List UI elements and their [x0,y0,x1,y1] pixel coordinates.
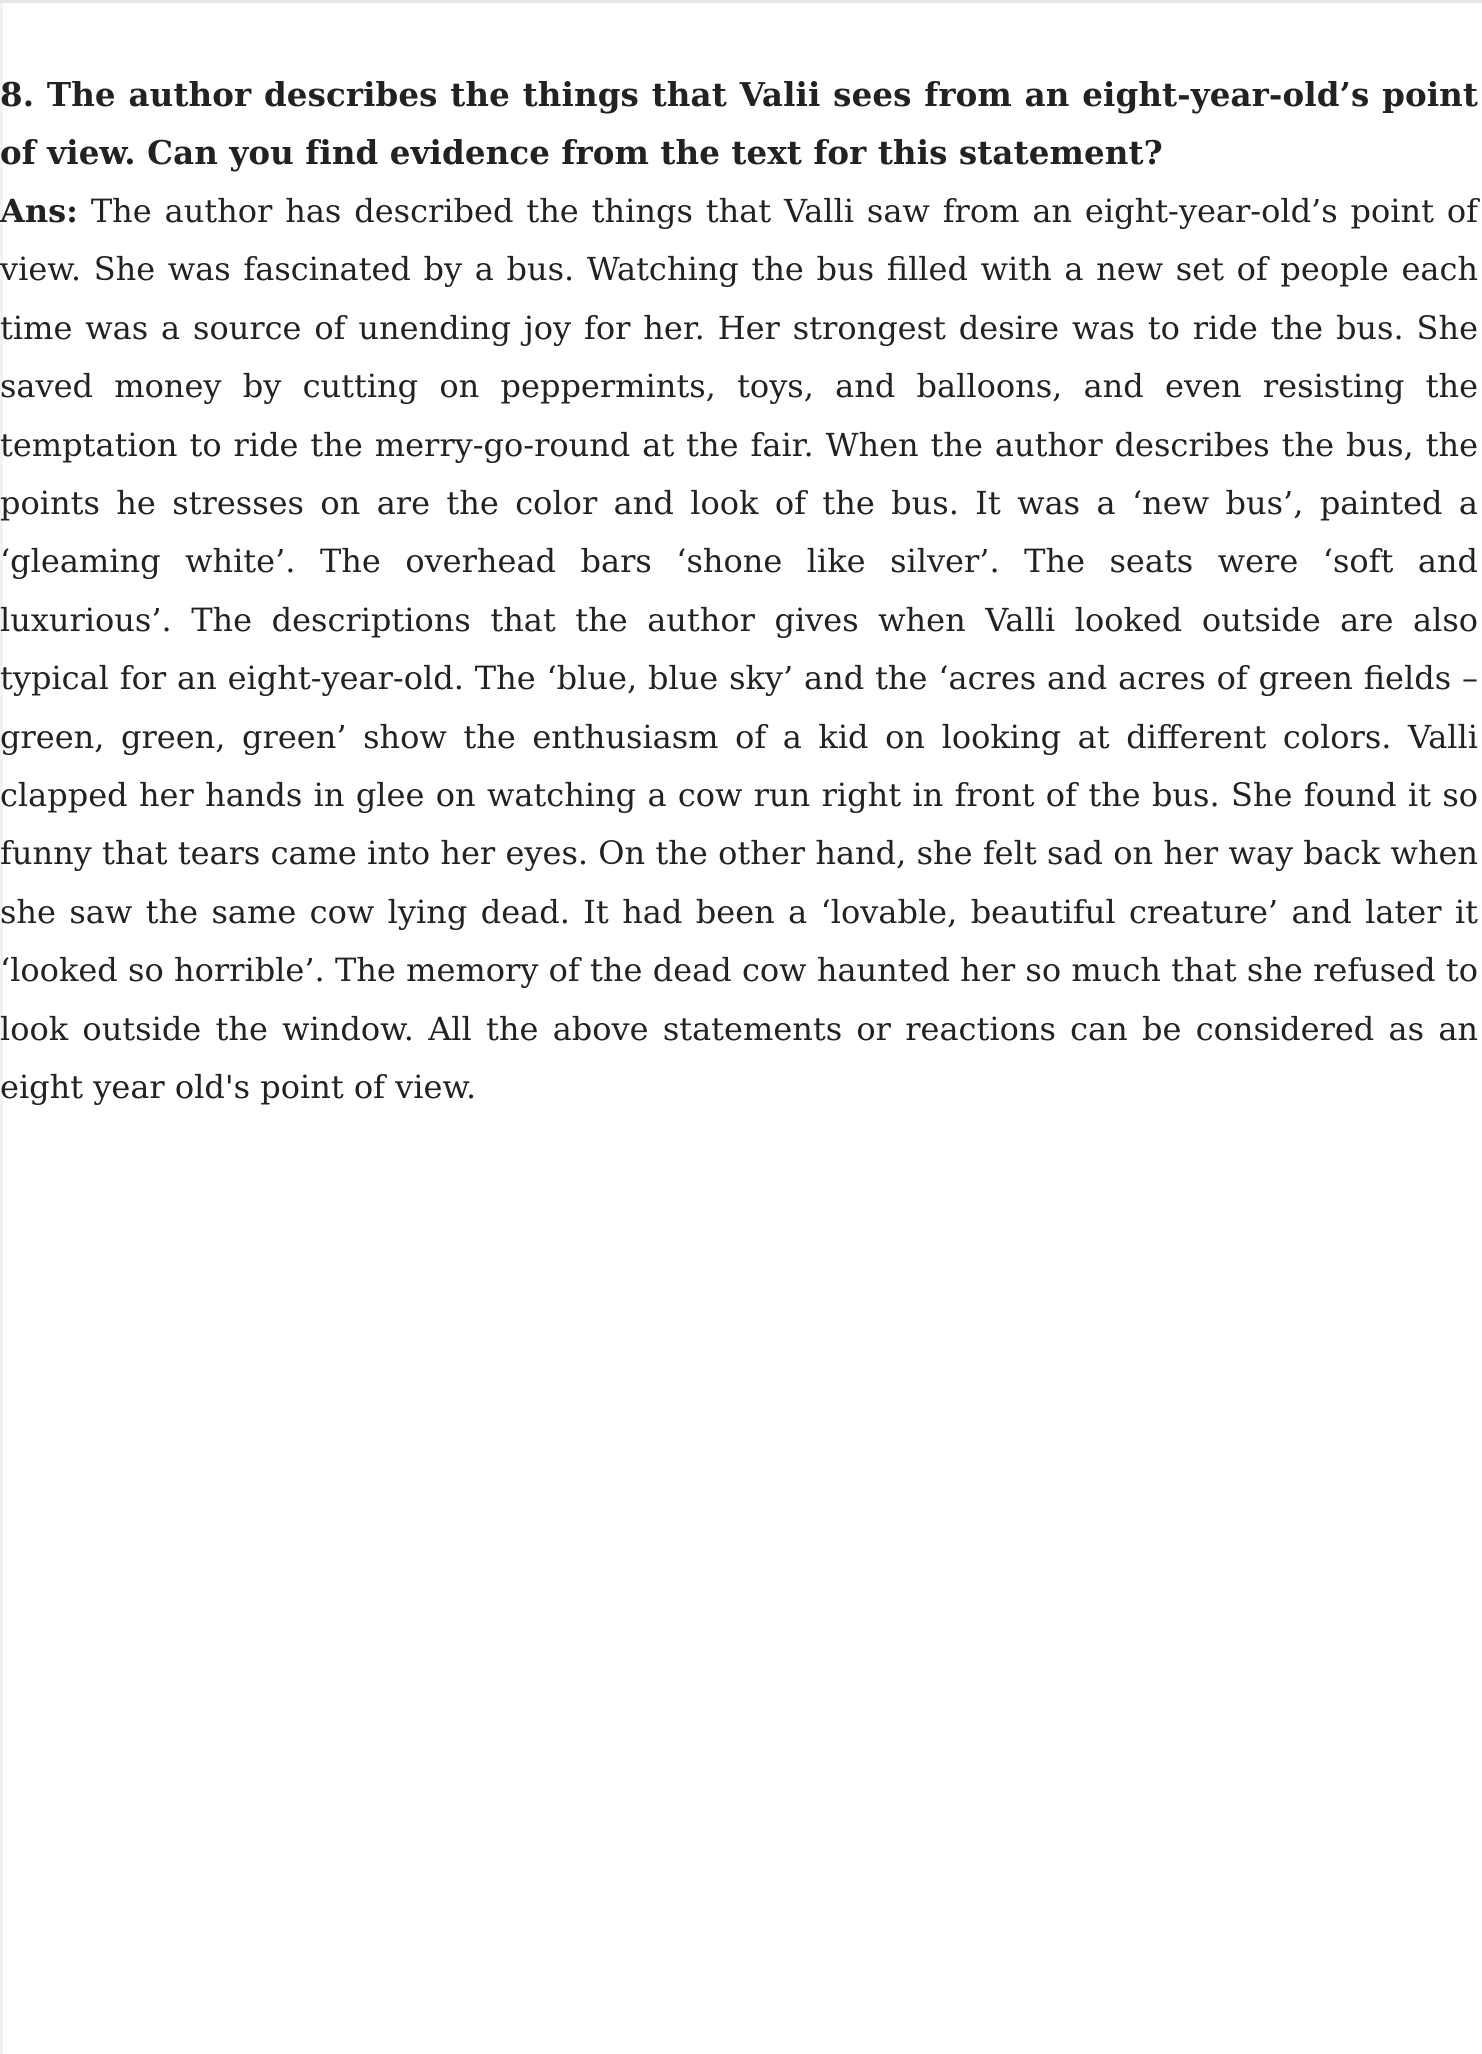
answer-text: The author has described the things that Valli saw from an eight-year-old’s point of view. She was fascinated by a bus. Watching the bus filled with a new set of people each time was a source of unending joy for her. Her strongest desire was to ride the bus. She saved money by cutting on peppermints, toys, and balloons, and even resisting the temptation to ride the merry-go-round at the fair. When the author describes the bus, the points he stresses on are the color and look of the bus. It was a ‘new bus’, painted a ‘gleaming white’. The overhead bars ‘shone like silver’. The seats were ‘soft and luxurious’. The descriptions that the author gives when Valli looked outside are also typical for an eight-year-old. The ‘blue, blue sky’ and the ‘acres and acres of green fields – green, green, green’ show the enthusiasm of a kid on looking at different colors. Valli clapped her hands in glee on watching a cow run right in front of the bus. She found it so funny that tears came into her eyes. On the other hand, she felt sad on her way back when she saw the same cow lying dead. It had been a ‘lovable, beautiful creature’ and later it ‘looked so horrible’. The memory of the dead cow haunted her so much that she refused to look outside the window. All the above statements or reactions can be considered as an eight year old's point of view. [0,192,1479,1107]
question-text: The author describes the things that Valii sees from an eight-year-old’s point of view. Can you find evidence from the text for this statement? [0,75,1479,172]
document-page [0,66,1478,1117]
question-number: 8. [0,75,35,114]
top-border [0,0,1482,3]
answer-paragraph [0,182,1478,1117]
question-heading [0,66,1478,182]
answer-label: Ans: [0,192,78,230]
